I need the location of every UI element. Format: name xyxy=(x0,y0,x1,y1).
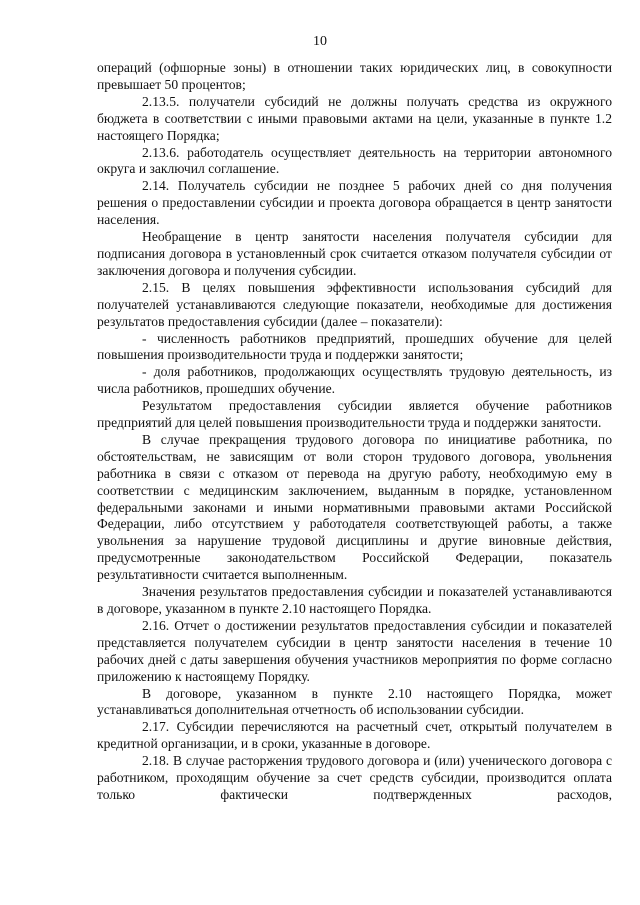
paragraph-termination-case: В случае прекращения трудового договора по инициативе работника, по обстоятельствам, не зависящим от воли сторон трудового договора, увольнения работника в связи с отказом от перевода на другую работу, необходимую ему в соответствии с медицинским заключением, выданным в порядке, установленном федеральными законами и иными нормативными правовыми актами Российской Федерации, либо отсутствием у работодателя соответствующей работы, а также увольнения за нарушение трудовой дисциплины и другие виновные действия, предусмотренные законодательством Российской Федерации, показатель результативности считается выполненным. xyxy=(97,431,612,583)
paragraph-2-13-6: 2.13.6. работодатель осуществляет деятельность на территории автономного округа и заключил соглашение. xyxy=(97,144,612,177)
paragraph-2-13-5: 2.13.5. получатели субсидий не должны получать средства из окружного бюджета в соответствии с иными правовыми актами на цели, указанные в пункте 1.2 настоящего Порядка; xyxy=(97,93,612,143)
paragraph-result: Результатом предоставления субсидии является обучение работников предприятий для целей повышения производительности труда и поддержки занятости. xyxy=(97,398,612,431)
paragraph-2-14: 2.14. Получатель субсидии не позднее 5 рабочих дней со дня получения решения о предоставлении субсидии и проекта договора обращается в центр занятости населения. xyxy=(97,178,612,228)
paragraph-additional-reporting: В договоре, указанном в пункте 2.10 настоящего Порядка, может устанавливаться дополнительная отчетность об использовании субсидии. xyxy=(97,685,612,718)
paragraph-continuation: операций (офшорные зоны) в отношении таких юридических лиц, в совокупности превышает 50 процентов; xyxy=(97,60,612,92)
document-body xyxy=(97,60,612,804)
paragraph-non-application: Необращение в центр занятости населения получателя субсидии для подписания договора в установленный срок считается отказом получателя субсидии от заключения договора и получения субсидии. xyxy=(97,229,612,278)
paragraph-indicator-count: - численность работников предприятий, прошедших обучение для целей повышения производительности труда и поддержки занятости; xyxy=(97,330,612,363)
paragraph-2-15: 2.15. В целях повышения эффективности использования субсидий для получателей устанавливаются следующие показатели, необходимые для достижения результатов предоставления субсидии (далее – показатели): xyxy=(97,279,612,329)
page-number: 10 xyxy=(313,34,327,49)
paragraph-indicator-share: - доля работников, продолжающих осуществлять трудовую деятельность, из числа работников, прошедших обучение. xyxy=(97,364,612,397)
paragraph-2-18: 2.18. В случае расторжения трудового договора и (или) ученического договора с работником, проходящим обучение за счет средств субсидии, производится оплата только фактически подтвержденных расходов, xyxy=(97,753,612,802)
paragraph-2-16: 2.16. Отчет о достижении результатов предоставления субсидии и показателей представляется получателем субсидии в центр занятости населения в течение 10 рабочих дней с даты завершения обучения участников мероприятия по форме согласно приложению к настоящему Порядку. xyxy=(97,617,612,684)
paragraph-2-17: 2.17. Субсидии перечисляются на расчетный счет, открытый получателем в кредитной организации, и в сроки, указанные в договоре. xyxy=(97,719,612,752)
paragraph-values: Значения результатов предоставления субсидии и показателей устанавливаются в договоре, указанном в пункте 2.10 настоящего Порядка. xyxy=(97,584,612,616)
